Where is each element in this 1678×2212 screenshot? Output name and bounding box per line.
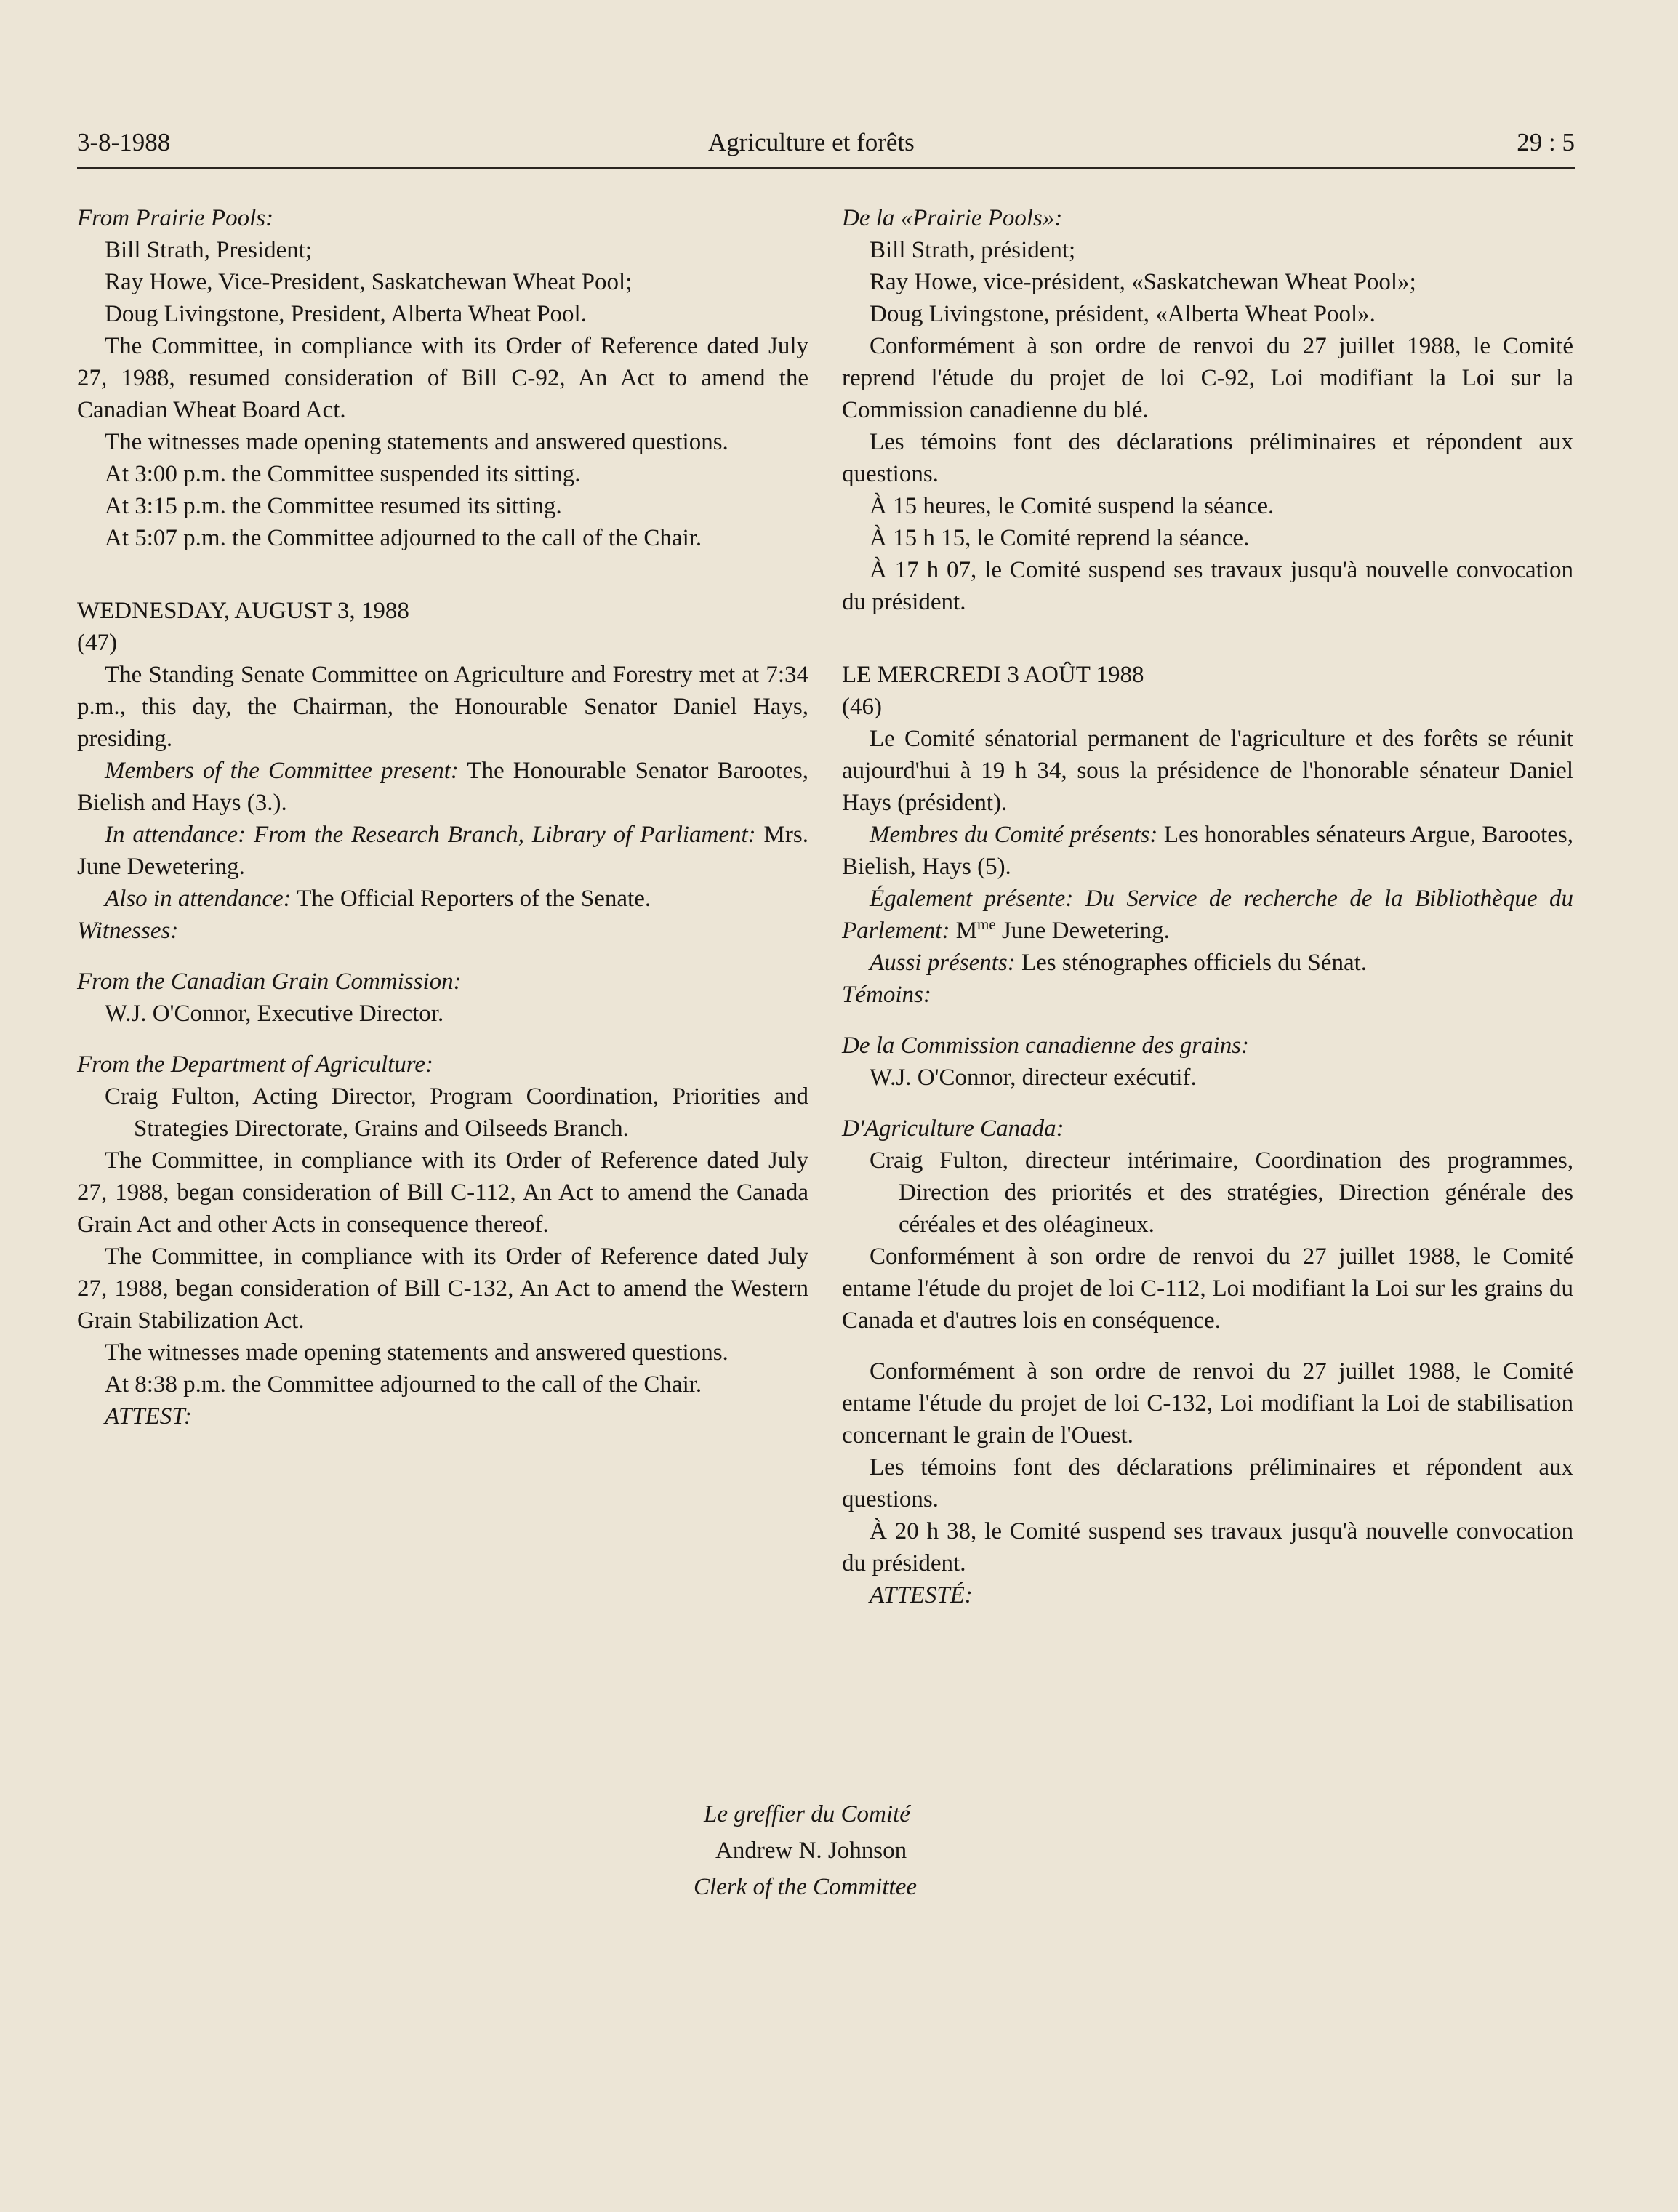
order-of-reference-c132-fr: Conformément à son ordre de renvoi du 27 juillet 1988, le Comité entame l'étude du projet de loi C-132, Loi modifiant la Loi de stabilisation concernant le grain de l'Ouest. [842, 1358, 1573, 1448]
suspend-sitting-fr: À 15 heures, le Comité suspend la séance. [870, 493, 1274, 519]
department-heading: From the Department of Agriculture: [77, 1051, 434, 1078]
also-text: The Official Reporters of the Senate. [291, 886, 651, 912]
also-attendance [77, 883, 808, 915]
witness-fulton-fr: Craig Fulton, directeur intérimaire, Coordination des programmes, Direction des priorités et des stratégies, Direction générale des céréales et des oléagineux. [870, 1147, 1573, 1238]
witnesses-heading-fr: Témoins: [842, 982, 931, 1008]
clerk-name: Andrew N. Johnson [715, 1838, 907, 1864]
french-column [842, 202, 1573, 1611]
attendance-label: In attendance: From the Research Branch, Library of Parliament: [105, 822, 756, 848]
attendance-mme-sup-fr: me [977, 915, 996, 933]
order-of-reference-c112-fr: Conformément à son ordre de renvoi du 27 juillet 1988, le Comité entame l'étude du projet de loi C-112, Loi modifiant la Loi sur les grains du Canada et d'autres lois en conséquence. [842, 1243, 1573, 1334]
opening-statements-1-fr: Les témoins font des déclarations préliminaires et répondent aux questions. [842, 429, 1573, 487]
adjournment-2-fr: À 20 h 38, le Comité suspend ses travaux jusqu'à nouvelle convocation du président. [842, 1518, 1573, 1576]
clerk-title-fr: Le greffier du Comité [704, 1801, 910, 1827]
also-label: Also in attendance: [105, 886, 292, 912]
attendance-mme-fr: M [950, 918, 978, 944]
attendance-text: Mrs. June Dewetering. [77, 822, 808, 880]
meeting-opening: The Standing Senate Committee on Agriculture and Forestry met at 7:34 p.m., this day, the Chairman, the Honourable Senator Daniel Hays, presiding. [77, 662, 808, 752]
header-title: Agriculture et forêts [708, 128, 915, 156]
header-page-number: 29 : 5 [1517, 128, 1575, 156]
english-column [77, 202, 808, 1432]
date-heading-fr: LE MERCREDI 3 AOÛT 1988 [842, 662, 1144, 688]
in-attendance-fr [842, 883, 1573, 947]
resume-sitting-fr: À 15 h 15, le Comité reprend la séance. [870, 525, 1250, 551]
members-present-fr [842, 819, 1573, 883]
suspend-sitting: At 3:00 p.m. the Committee suspended its sitting. [105, 461, 581, 487]
witness-oconnor-fr: W.J. O'Connor, directeur exécutif. [870, 1065, 1197, 1091]
issue-number: (47) [77, 630, 117, 656]
clerk-title-en: Clerk of the Committee [694, 1874, 918, 1900]
attendance-label-fr: Également présente: Du Service de recherche de la Bibliothèque du Parlement: [842, 886, 1573, 944]
witnesses-heading: Witnesses: [77, 918, 179, 944]
order-of-reference-c112: The Committee, in compliance with its Order of Reference dated July 27, 1988, began consideration of Bill C-112, An Act to amend the Canada Grain Act and other Acts in consequence thereof. [77, 1147, 808, 1238]
opening-statements-2: The witnesses made opening statements and answered questions. [105, 1339, 728, 1366]
witness-howe-fr: Ray Howe, vice-président, «Saskatchewan Wheat Pool»; [870, 269, 1416, 295]
members-label: Members of the Committee present: [105, 758, 459, 784]
witness-strath-fr: Bill Strath, président; [870, 237, 1076, 263]
order-of-reference-c92: The Committee, in compliance with its Order of Reference dated July 27, 1988, resumed consideration of Bill C-92, An Act to amend the Canadian Wheat Board Act. [77, 333, 808, 423]
members-label-fr: Membres du Comité présents: [870, 822, 1158, 848]
adjournment-2: At 8:38 p.m. the Committee adjourned to the call of the Chair. [105, 1371, 702, 1398]
adjournment-1: At 5:07 p.m. the Committee adjourned to the call of the Chair. [105, 525, 702, 551]
witness-strath: Bill Strath, President; [105, 237, 313, 263]
adjournment-1-fr: À 17 h 07, le Comité suspend ses travaux jusqu'à nouvelle convocation du président. [842, 557, 1573, 615]
prairie-pools-heading-fr: De la «Prairie Pools»: [842, 205, 1063, 231]
date-heading: WEDNESDAY, AUGUST 3, 1988 [77, 598, 409, 624]
opening-statements-2-fr: Les témoins font des déclarations préliminaires et répondent aux questions. [842, 1454, 1573, 1512]
signature-block [633, 1796, 917, 1905]
members-text: The Honourable Senator Barootes, Bielish and Hays (3.). [77, 758, 808, 816]
witness-livingstone-fr: Doug Livingstone, président, «Alberta Wheat Pool». [870, 301, 1376, 327]
members-present [77, 755, 808, 819]
order-of-reference-c132: The Committee, in compliance with its Order of Reference dated July 27, 1988, began consideration of Bill C-132, An Act to amend the Western Grain Stabilization Act. [77, 1243, 808, 1334]
witness-fulton: Craig Fulton, Acting Director, Program Coordination, Priorities and Strategies Directorate, Grains and Oilseeds Branch. [105, 1083, 808, 1142]
attendance-text-fr: June Dewetering. [995, 918, 1170, 944]
members-text-fr: Les honorables sénateurs Argue, Barootes, Bielish, Hays (5). [842, 822, 1573, 880]
also-text-fr: Les sténographes officiels du Sénat. [1015, 950, 1368, 976]
witness-livingstone: Doug Livingstone, President, Alberta Wheat Pool. [105, 301, 587, 327]
witness-oconnor: W.J. O'Connor, Executive Director. [105, 1001, 444, 1027]
header-date: 3-8-1988 [77, 128, 171, 156]
also-label-fr: Aussi présents: [870, 950, 1016, 976]
attest-fr: ATTESTÉ: [870, 1582, 973, 1608]
cgc-heading: From the Canadian Grain Commission: [77, 969, 462, 995]
in-attendance [77, 819, 808, 883]
issue-number-fr: (46) [842, 694, 882, 720]
running-header [77, 124, 1575, 169]
cgc-heading-fr: De la Commission canadienne des grains: [842, 1033, 1250, 1059]
meeting-opening-fr: Le Comité sénatorial permanent de l'agriculture et des forêts se réunit aujourd'hui à 19 h 34, sous la présidence de l'honorable sénateur Daniel Hays (président). [842, 726, 1573, 816]
order-of-reference-c92-fr: Conformément à son ordre de renvoi du 27 juillet 1988, le Comité reprend l'étude du projet de loi C-92, Loi modifiant la Loi sur la Commission canadienne du blé. [842, 333, 1573, 423]
also-attendance-fr [842, 947, 1573, 979]
resume-sitting: At 3:15 p.m. the Committee resumed its sitting. [105, 493, 562, 519]
attest: ATTEST: [105, 1403, 192, 1430]
witness-howe: Ray Howe, Vice-President, Saskatchewan Wheat Pool; [105, 269, 633, 295]
prairie-pools-heading: From Prairie Pools: [77, 205, 274, 231]
opening-statements-1: The witnesses made opening statements and answered questions. [105, 429, 728, 455]
department-heading-fr: D'Agriculture Canada: [842, 1115, 1064, 1142]
